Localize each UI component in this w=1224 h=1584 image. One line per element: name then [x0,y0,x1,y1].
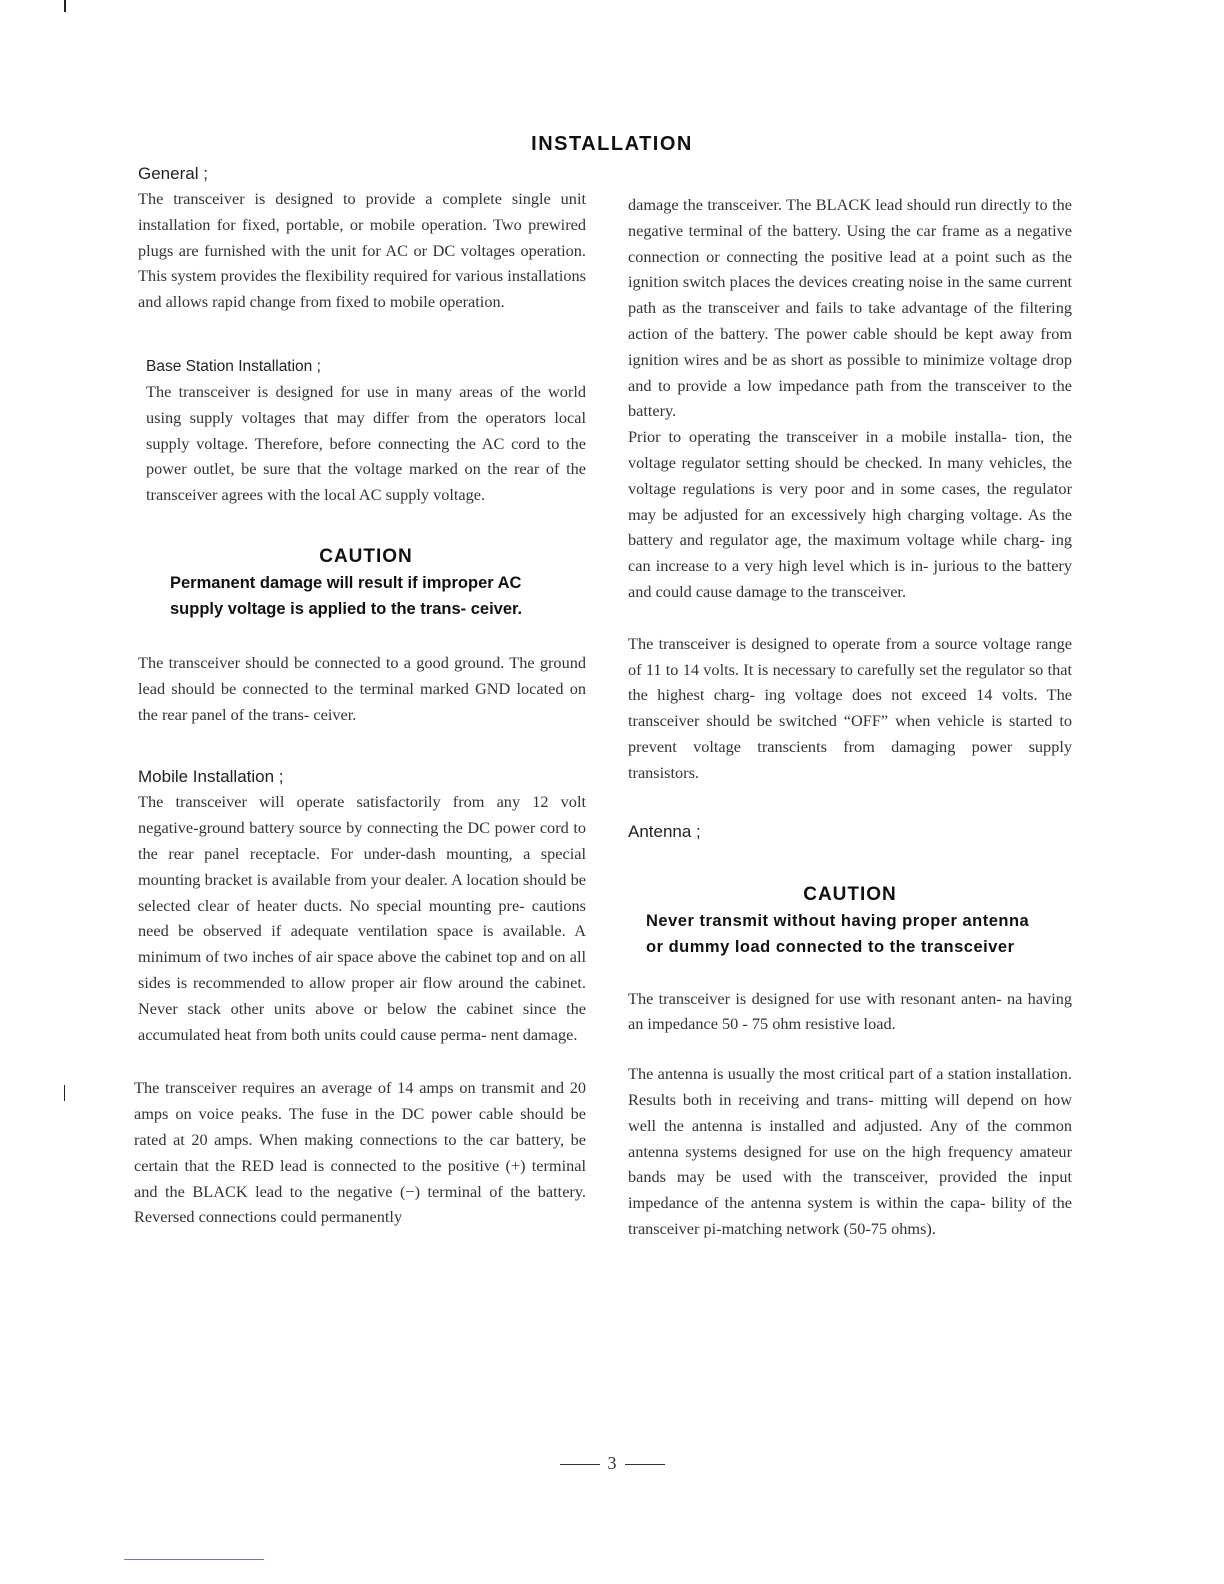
base-station-paragraph: The transceiver is designed for use in many areas of the world using supply voltages that may differ from the operators local supply voltage. Therefore, before connecting the AC cord to the power outlet, be sure that the voltage marked on the rear of the transceiver agrees with the local AC supply voltage. [146,381,586,505]
antenna-heading: Antenna ; [628,821,701,841]
page-number-rule [560,1464,600,1465]
source-voltage-paragraph: The transceiver is designed to operate from a source voltage range of 11 to 14 volts. It is necessary to carefully set the regulator so that the highest charg- ing voltage does not exceed 14 volts. The transceiver should be switched “OFF” when vehicle is started to prevent voltage transcients from damaging power supply transistors. [628,633,1072,782]
page-number [0,1453,1224,1474]
base-station-heading: Base Station Installation ; [146,357,321,375]
page-title: INSTALLATION [531,133,693,155]
antenna-impedance-paragraph: The transceiver is designed for use with resonant anten- na having an impedance 50 - 75 ohm resistive load. [628,988,1072,1034]
caution-text: Never transmit without having proper antenna or dummy load connected to the transceiver [646,911,1030,956]
voltage-regulator-paragraph: Prior to operating the transceiver in a mobile installa- tion, the voltage regulator setting should be checked. In many vehicles, the voltage regulations is very poor and in some cases, the regulator may be adjusted for an excessively high charging voltage. As the battery and regulator age, the maximum voltage while charg- ing can increase to a very high level which is in- jurious to the battery and could cause damage to the transceiver. [628,427,1072,601]
antenna-installation-paragraph: The antenna is usually the most critical part of a station installation. Results both in receiving and trans- mitting will depend on how well the antenna is installed and adjusted. Any of the common antenna systems designed for use on the high frequency amateur bands may be used with the transceiver, provided the input impedance of the antenna system is within the capa- bility of the transceiver pi-matching network (50-75 ohms). [628,1064,1072,1238]
scan-mark [124,1559,264,1560]
mobile-installation-paragraph: The transceiver will operate satisfactorily from any 12 volt negative-ground battery source by connecting the DC power cord to the rear panel receptacle. For under-dash mounting, a special mounting bracket is available from your dealer. A location should be selected clear of heater ducts. No special mounting pre- cautions need be observed if adequate ventilation space is available. A minimum of two inches of air space above the cabinet top and on all sides is recommended to allow proper air flow around the cabinet. Never stack other units above or below the cabinet since the accumulated heat from both units could cause perma- nent damage. [138,792,586,1044]
right-column [628,192,1072,1242]
left-column [134,162,586,1230]
ground-paragraph: The transceiver should be connected to a good ground. The ground lead should be connected to the terminal marked GND located on the rear panel of the trans- ceiver. [138,652,586,724]
general-paragraph: The transceiver is designed to provide a complete single unit installation for fixed, portable, or mobile operation. Two prewired plugs are furnished with the unit for AC or DC voltages operation. This system provides the flexibility required for various installations and allows rapid change from fixed to mobile operation. [138,189,586,312]
scan-mark [64,1085,65,1101]
caution-title: CAUTION [803,883,897,905]
scan-mark [64,0,66,12]
power-cable-paragraph: damage the transceiver. The BLACK lead should run directly to the negative terminal of the battery. Using the car frame as a negative connection or connecting the positive lead at a point such as the ignition switch places the devices creating noise in the same current path as the transceiver and fails to take advantage of the filtering action of the battery. The power cable should be kept away from ignition wires and be as short as possible to minimize voltage drop and to provide a low impedance path from the transceiver to the battery. [628,195,1072,421]
mobile-installation-heading: Mobile Installation ; [138,767,284,787]
caution-title: CAUTION [319,545,413,567]
general-heading: General ; [138,164,208,183]
current-requirement-paragraph: The transceiver requires an average of 14 amps on transmit and 20 amps on voice peaks. The fuse in the DC power cable should be rated at 20 amps. When making connections to the car battery, be certain that the RED lead is connected to the positive (+) terminal and the BLACK lead to the negative (−) terminal of the battery. Reversed connections could permanently [134,1078,586,1227]
caution-text: Permanent damage will result if improper AC supply voltage is applied to the trans- ceiver. [170,573,523,618]
page-number-value: 3 [607,1453,617,1473]
page-number-rule [625,1464,665,1465]
